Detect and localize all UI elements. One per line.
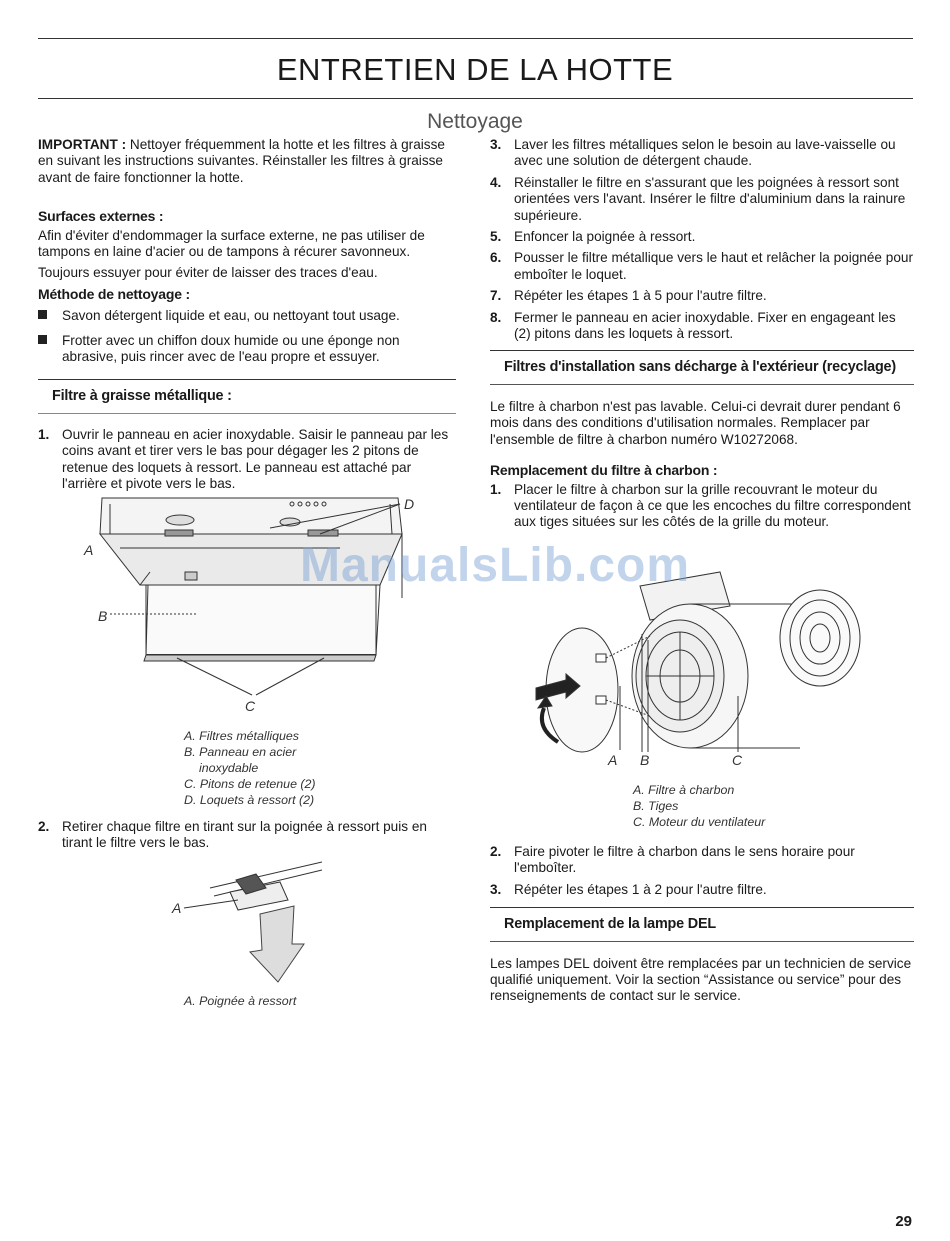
- figure-label: D: [404, 496, 415, 512]
- figure-label: A: [172, 900, 182, 916]
- caption-line: A. Filtre à charbon: [633, 783, 735, 797]
- left-column: [38, 137, 456, 498]
- step-number: 5.: [490, 229, 502, 245]
- step-item: [490, 229, 914, 245]
- list-item: [38, 333, 456, 366]
- step-number: 8.: [490, 309, 502, 325]
- figure-2-caption: A. Poignée à ressort: [184, 994, 297, 1008]
- figure-label: A: [84, 542, 94, 558]
- figure-3-caption: [633, 782, 833, 830]
- bullet-text: Savon détergent liquide et eau, ou nettoyant tout usage.: [62, 308, 400, 324]
- important-label: IMPORTANT :: [38, 137, 127, 152]
- step-item: [490, 482, 914, 531]
- bullet-icon: [38, 310, 47, 319]
- caption-line: B. Tiges: [633, 799, 679, 813]
- bullet-text: Frotter avec un chiffon doux humide ou une éponge non abrasive, puis rincer avec de l'eau propre et essuyer.: [62, 332, 400, 365]
- recirculation-heading: Filtres d'installation sans décharge à l'extérieur (recyclage): [504, 359, 896, 376]
- step-item: [490, 882, 914, 898]
- steps-list: [490, 137, 914, 342]
- step-item: [38, 427, 456, 493]
- hood-panel-drawing: [80, 490, 420, 720]
- led-heading: Remplacement de la lampe DEL: [504, 916, 716, 933]
- step-item: [490, 250, 914, 283]
- recirculation-paragraph: Le filtre à charbon n'est pas lavable. Celui-ci devrait durer pendant 6 mois dans des conditions d'utilisation normales. Remplacer par l'ensemble de filtre à charbon numéro W10272068.: [490, 398, 901, 447]
- grease-filter-section-header: [38, 379, 456, 413]
- step-text: Réinstaller le filtre en s'assurant que les poignées à ressort sont orientées vers l'avant. Insérer le filtre d'aluminium dans la rainure supérieure.: [514, 174, 906, 223]
- step-number: 7.: [490, 288, 502, 304]
- step-item: [490, 288, 914, 304]
- step-text: Retirer chaque filtre en tirant sur la poignée à ressort puis en tirant le filtre vers le bas.: [62, 819, 427, 851]
- step-number: 3.: [490, 881, 502, 897]
- figure-1-caption: [184, 728, 384, 808]
- important-paragraph: [38, 137, 456, 186]
- spring-handle-illustration: [170, 858, 330, 988]
- figure-label: C: [245, 698, 256, 714]
- page-title: ENTRETIEN DE LA HOTTE: [276, 52, 674, 87]
- step-number: 2.: [490, 844, 502, 859]
- step-number: 3.: [490, 137, 502, 152]
- step-text: Placer le filtre à charbon sur la grille recouvrant le moteur du ventilateur de façon à ce que les encoches du filtre correspondent aux tiges situées sur les côtés de la grille du moteur.: [514, 481, 911, 530]
- page-number: 29: [895, 1213, 912, 1230]
- step-item: [490, 844, 914, 877]
- list-item: [38, 308, 456, 324]
- top-rule: [38, 38, 913, 39]
- step-text: Pousser le filtre métallique vers le haut et relâcher la poignée pour emboîter le loquet.: [514, 250, 913, 282]
- step-number: 1.: [38, 426, 50, 442]
- figure-label: C: [732, 752, 743, 768]
- step-item: [490, 310, 914, 343]
- step-item: [490, 175, 914, 224]
- step-number: 6.: [490, 250, 502, 266]
- title-rule: [38, 98, 913, 99]
- charcoal-heading: Remplacement du filtre à charbon :: [490, 462, 718, 479]
- charcoal-filter-drawing: [530, 566, 870, 772]
- surfaces-paragraph-1: Afin d'éviter d'endommager la surface externe, ne pas utiliser de tampons en laine d'acier ou de tampons à récurer savonneux.: [38, 227, 425, 260]
- spring-handle-drawing: [170, 858, 330, 988]
- grease-filter-heading: Filtre à graisse métallique :: [52, 388, 232, 405]
- figure-label: A: [608, 752, 618, 768]
- step-2-block: [38, 819, 456, 857]
- important-text: Nettoyer fréquemment la hotte et les filtres à graisse en suivant les instructions suivantes. Réinstaller les filtres à graisse avant de faire fonctionner la hotte.: [38, 137, 445, 185]
- right-column: [490, 137, 914, 536]
- recirculation-section-header: [490, 350, 914, 384]
- led-section-header: [490, 907, 914, 941]
- charcoal-steps-list: [490, 844, 914, 898]
- caption-line: A. Filtres métalliques: [184, 729, 299, 743]
- charcoal-filter-illustration: [530, 566, 870, 772]
- section-subtitle: Nettoyage: [427, 110, 523, 133]
- bullet-icon: [38, 335, 47, 344]
- caption-line: inoxydable: [199, 761, 259, 775]
- caption-line: C. Pitons de retenue (2): [184, 777, 316, 791]
- right-lower-block: [490, 844, 914, 1005]
- method-list: [38, 308, 456, 365]
- step-text: Faire pivoter le filtre à charbon dans le sens horaire pour l'emboîter.: [514, 844, 855, 876]
- step-number: 4.: [490, 174, 502, 190]
- figure-label: B: [640, 752, 650, 768]
- surfaces-heading: Surfaces externes :: [38, 208, 164, 225]
- led-paragraph: Les lampes DEL doivent être remplacées par un technicien de service qualifié uniquement. Voir la section “Assistance ou service” pour des renseignements de contact sur le service.: [490, 955, 912, 1004]
- watermark: ManualsLib.com: [300, 539, 691, 592]
- caption-line: B. Panneau en acier: [184, 745, 297, 759]
- step-text: Répéter les étapes 1 à 5 pour l'autre filtre.: [514, 288, 767, 304]
- method-heading: Méthode de nettoyage :: [38, 285, 190, 302]
- step-number: 1.: [490, 481, 502, 497]
- surfaces-paragraph-2: Toujours essuyer pour éviter de laisser des traces d'eau.: [38, 265, 378, 281]
- step-item: [38, 819, 456, 852]
- step-text: Ouvrir le panneau en acier inoxydable. Saisir le panneau par les coins avant et tirer vers le bas pour dégager les 2 pitons de retenue des loquets à ressort. Le panneau est attaché par l'arrière et pivote vers le bas.: [62, 426, 449, 492]
- step-text: Enfoncer la poignée à ressort.: [514, 229, 696, 245]
- step-text: Fermer le panneau en acier inoxydable. Fixer en engageant les (2) pitons dans les loquets à ressort.: [514, 309, 896, 342]
- step-text: Répéter les étapes 1 à 2 pour l'autre filtre.: [514, 881, 767, 897]
- step-text: Laver les filtres métalliques selon le besoin au lave-vaisselle ou avec une solution de détergent chaude.: [514, 137, 896, 169]
- step-number: 2.: [38, 819, 50, 834]
- step-item: [490, 137, 914, 170]
- caption-line: D. Loquets à ressort (2): [184, 793, 315, 807]
- hood-panel-illustration: [80, 490, 420, 720]
- figure-label: B: [98, 608, 108, 624]
- caption-line: C. Moteur du ventilateur: [633, 815, 766, 829]
